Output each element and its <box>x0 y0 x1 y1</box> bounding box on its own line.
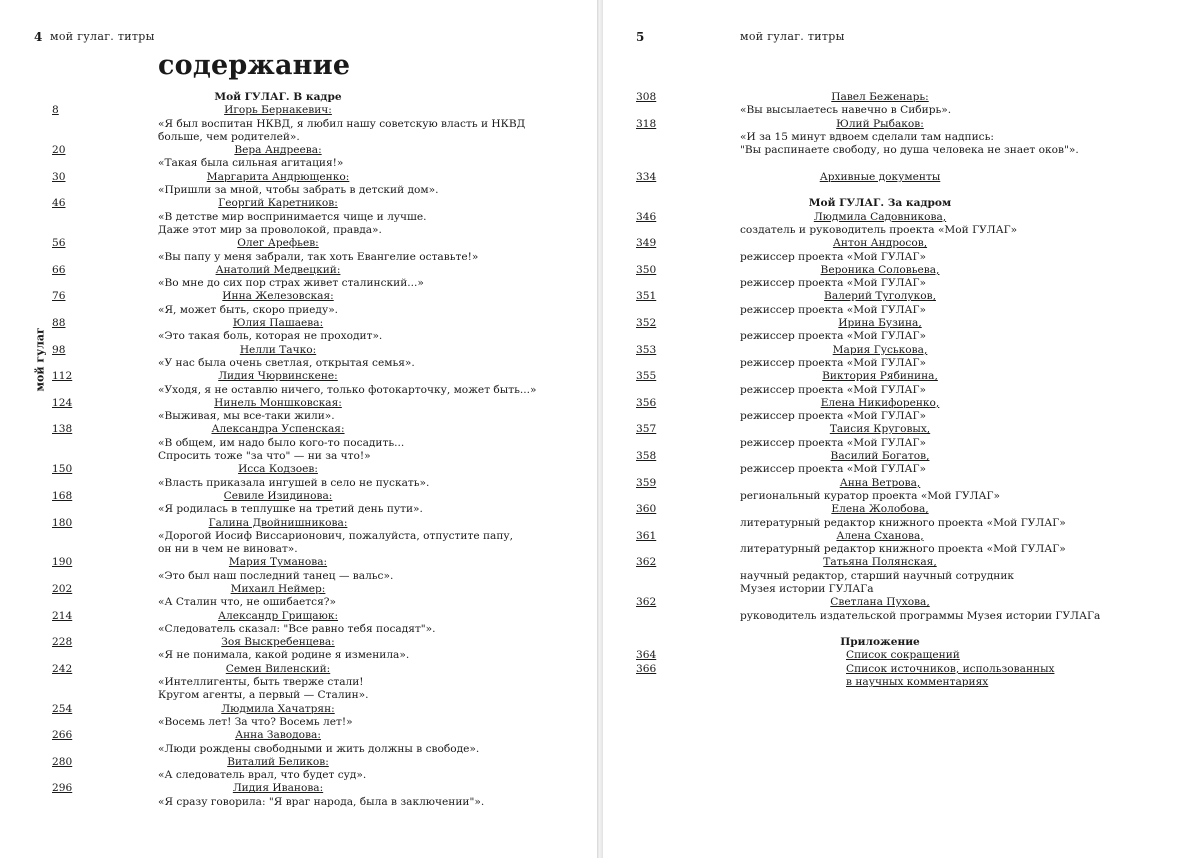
entry-quote: режиссер проекта «Мой ГУЛАГ» <box>740 330 926 343</box>
entry-line <box>603 530 1200 543</box>
toc-entry <box>0 517 597 557</box>
entry-line <box>0 583 597 596</box>
entry-line <box>603 503 1200 516</box>
entry-quote: режиссер проекта «Мой ГУЛАГ» <box>740 463 926 476</box>
entry-quote: Кругом агенты, а первый — Сталин». <box>158 689 369 702</box>
entry-line <box>0 317 597 330</box>
page-link[interactable]: 366 <box>636 662 657 675</box>
entry-line <box>603 583 1200 596</box>
entry-line <box>0 264 597 277</box>
entry-quote: «Следователь сказал: "Все равно тебя посадят"». <box>158 622 436 635</box>
entry-line <box>0 251 597 264</box>
entry-line <box>0 171 597 184</box>
entry-quote: руководитель издательской программы Музея истории ГУЛАГа <box>740 609 1101 622</box>
page-link[interactable]: 364 <box>636 649 657 662</box>
entry-quote: «Я сразу говорила: "Я враг народа, была в заключении"». <box>158 795 485 808</box>
entry-line <box>0 676 597 689</box>
toc-entry <box>0 636 597 663</box>
toc-entry <box>0 237 597 264</box>
page-number: 4 <box>34 30 43 44</box>
page-link[interactable]: 355 <box>636 370 657 383</box>
entry-line <box>603 104 1200 117</box>
person-name[interactable]: Георгий Каретников: <box>218 197 338 210</box>
entry-line <box>0 729 597 742</box>
entry-line <box>0 344 597 357</box>
entry-line <box>603 370 1200 383</box>
entry-quote: «Я был воспитан НКВД, я любил нашу советскую власть и НКВД <box>158 117 526 130</box>
entry-quote: «Я родилась в теплушке на третий день пути». <box>158 503 423 516</box>
page-link[interactable]: 254 <box>52 702 73 715</box>
entry-line <box>603 570 1200 583</box>
entry-quote: литературный редактор книжного проекта «Мой ГУЛАГ» <box>740 543 1066 556</box>
page-link[interactable]: 351 <box>636 290 657 303</box>
person-name[interactable]: Ирина Бузина, <box>838 317 922 330</box>
entry-quote: «В детстве мир воспринимается чище и лучше. <box>158 210 427 223</box>
page-link[interactable]: 46 <box>52 197 66 210</box>
entry-quote: «Я не понимала, какой родине я изменила». <box>158 649 410 662</box>
person-name[interactable]: Светлана Пухова, <box>830 596 930 609</box>
entry-line <box>603 556 1200 569</box>
toc-entry <box>603 264 1200 291</box>
entry-line <box>0 623 597 636</box>
person-name[interactable]: Александра Успенская: <box>211 423 345 436</box>
entry-quote: литературный редактор книжного проекта «Мой ГУЛАГ» <box>740 516 1066 529</box>
left-page <box>0 0 597 858</box>
entry-line <box>603 610 1200 623</box>
entry-quote: Спросить тоже "за что" — ни за что!» <box>158 450 371 463</box>
person-name[interactable]: Анна Ветрова, <box>839 476 921 489</box>
running-head: мой гулаг. титры <box>740 30 845 43</box>
person-name[interactable]: Вера Андреева: <box>234 144 322 157</box>
entry-line <box>603 237 1200 250</box>
entry-line <box>603 357 1200 370</box>
entry-quote: создатель и руководитель проекта «Мой ГУЛАГ» <box>740 223 1018 236</box>
person-name[interactable]: Михаил Неймер: <box>230 582 326 595</box>
toc-list <box>603 91 1200 689</box>
page-link[interactable]: 66 <box>52 263 66 276</box>
person-name[interactable]: Алена Сханова, <box>836 529 924 542</box>
page-title: содержание <box>158 50 351 81</box>
entry-line <box>0 782 597 795</box>
person-name[interactable]: Василий Богатов, <box>830 450 930 463</box>
entry-line <box>0 543 597 556</box>
toc-entry <box>0 144 597 171</box>
entry-line <box>0 477 597 490</box>
running-head: мой гулаг. титры <box>50 30 155 43</box>
toc-entry <box>0 197 597 237</box>
page-link[interactable]: 112 <box>52 370 73 383</box>
toc-entry <box>603 317 1200 344</box>
toc-entry <box>0 463 597 490</box>
person-name[interactable]: Нелли Тачко: <box>239 343 317 356</box>
page-link[interactable]: 359 <box>636 476 657 489</box>
entry-line <box>0 503 597 516</box>
entry-quote: «Выживая, мы все-таки жили». <box>158 410 335 423</box>
page-link[interactable]: 138 <box>52 423 73 436</box>
entry-line <box>603 330 1200 343</box>
entry-quote: «В общем, им надо было кого-то посадить... <box>158 436 405 449</box>
entry-line <box>0 743 597 756</box>
person-name[interactable]: Зоя Выскребенцева: <box>221 636 335 649</box>
page-link[interactable]: 180 <box>52 516 73 529</box>
entry-quote: режиссер проекта «Мой ГУЛАГ» <box>740 303 926 316</box>
appendix-entry <box>603 663 1200 676</box>
entry-quote: "Вы распинаете свободу, но душа человека не знает оков"». <box>740 144 1079 157</box>
entry-quote: «Дорогой Иосиф Виссарионович, пожалуйста, отпустите папу, <box>158 529 513 542</box>
entry-quote: «Во мне до сих пор страх живет сталинский...» <box>158 277 424 290</box>
entry-line <box>603 144 1200 157</box>
entry-line <box>0 530 597 543</box>
person-name[interactable]: Елена Никифоренко, <box>820 396 940 409</box>
entry-quote: «Это был наш последний танец — вальс». <box>158 569 394 582</box>
person-name[interactable]: Галина Двойнишникова: <box>208 516 348 529</box>
person-name[interactable]: Нинель Моншковская: <box>214 396 342 409</box>
entry-line <box>0 703 597 716</box>
entry-quote: режиссер проекта «Мой ГУЛАГ» <box>740 250 926 263</box>
page-link[interactable]: 168 <box>52 489 73 502</box>
person-name[interactable]: Лидия Чюрвинскене: <box>218 370 338 383</box>
entry-quote: «Вы папу у меня забрали, так хоть Евангелие оставьте!» <box>158 250 479 263</box>
entry-quote: «Я, может быть, скоро приеду». <box>158 303 339 316</box>
entry-line <box>603 490 1200 503</box>
person-name[interactable]: Лидия Иванова: <box>232 782 324 795</box>
toc-entry <box>0 104 597 144</box>
toc-entry <box>0 729 597 756</box>
page-link[interactable]: 353 <box>636 343 657 356</box>
entry-line <box>0 211 597 224</box>
entry-quote: режиссер проекта «Мой ГУЛАГ» <box>740 436 926 449</box>
toc-entry <box>0 556 597 583</box>
page-number: 5 <box>636 30 645 44</box>
entry-line <box>0 570 597 583</box>
entry-line <box>0 636 597 649</box>
entry-line <box>603 224 1200 237</box>
page-link[interactable]: 228 <box>52 636 73 649</box>
entry-line <box>0 157 597 170</box>
appendix-entry <box>603 676 1200 689</box>
entry-line <box>0 423 597 436</box>
entry-line <box>603 118 1200 131</box>
entry-quote: «Вы высылаетесь навечно в Сибирь». <box>740 104 952 117</box>
toc-entry <box>603 450 1200 477</box>
entry-line <box>603 477 1200 490</box>
entry-quote: Даже этот мир за проволокой, правда». <box>158 223 382 236</box>
person-name[interactable]: Юлий Рыбаков: <box>836 117 924 130</box>
page-link[interactable]: 352 <box>636 317 657 330</box>
toc-entry <box>603 171 1200 184</box>
entry-line <box>0 304 597 317</box>
person-name[interactable]: Виктория Рябинина, <box>822 370 938 383</box>
page-link[interactable]: 20 <box>52 144 66 157</box>
entry-quote: «А Сталин что, не ошибается?» <box>158 596 336 609</box>
toc-list <box>0 91 597 809</box>
entry-quote: Музея истории ГУЛАГа <box>740 582 874 595</box>
entry-quote: «Люди рождены свободными и жить должны в свободе». <box>158 742 480 755</box>
toc-entry <box>603 423 1200 450</box>
page-link[interactable]: 318 <box>636 117 657 130</box>
person-name[interactable]: Анна Заводова: <box>235 729 321 742</box>
entry-line <box>0 131 597 144</box>
section-title: Мой ГУЛАГ. В кадре <box>214 91 342 103</box>
toc-entry <box>0 397 597 424</box>
person-name[interactable]: Людмила Садовникова, <box>813 210 947 223</box>
page-link[interactable]: 88 <box>52 317 66 330</box>
toc-entry <box>0 264 597 291</box>
entry-line <box>0 556 597 569</box>
entry-line <box>0 596 597 609</box>
right-page <box>603 0 1200 858</box>
entry-line <box>0 118 597 131</box>
page-link[interactable]: 242 <box>52 662 73 675</box>
toc-entry <box>603 91 1200 118</box>
page-link[interactable]: 30 <box>52 170 66 183</box>
page-link[interactable]: 349 <box>636 237 657 250</box>
entry-quote: «Уходя, я не оставлю ничего, только фотокарточку, может быть...» <box>158 383 537 396</box>
entry-quote: он ни в чем не виноват». <box>158 543 298 556</box>
toc-entry <box>603 211 1200 238</box>
entry-line <box>603 397 1200 410</box>
entry-line <box>603 437 1200 450</box>
person-name[interactable]: Татьяна Полянская, <box>823 556 937 569</box>
page-link[interactable]: 357 <box>636 423 657 436</box>
toc-entry <box>603 290 1200 317</box>
page-link[interactable]: 356 <box>636 396 657 409</box>
toc-entry <box>0 171 597 198</box>
toc-entry <box>603 370 1200 397</box>
entry-line <box>603 517 1200 530</box>
entry-quote: «Интеллигенты, быть тверже стали! <box>158 676 364 689</box>
entry-line <box>603 131 1200 144</box>
entry-line <box>0 769 597 782</box>
entry-line <box>0 716 597 729</box>
entry-line <box>0 104 597 117</box>
toc-entry <box>0 344 597 371</box>
toc-entry <box>0 370 597 397</box>
entry-quote: «У нас была очень светлая, открытая семья». <box>158 356 415 369</box>
toc-entry <box>603 503 1200 530</box>
entry-quote: больше, чем родителей». <box>158 130 300 143</box>
toc-entry <box>603 596 1200 623</box>
entry-line <box>0 290 597 303</box>
page-link[interactable]: 8 <box>52 104 59 117</box>
entry-quote: «А следователь врал, что будет суд». <box>158 769 367 782</box>
person-name[interactable]: Мария Туманова: <box>228 556 328 569</box>
entry-line <box>0 437 597 450</box>
entry-line <box>0 689 597 702</box>
page-link[interactable]: 124 <box>52 396 73 409</box>
archive-link[interactable]: Архивные документы <box>819 170 941 183</box>
entry-quote: «Власть приказала ингушей в село не пускать». <box>158 476 430 489</box>
appendix-entry <box>603 649 1200 662</box>
page-link[interactable]: 266 <box>52 729 73 742</box>
entry-line <box>0 796 597 809</box>
entry-line <box>0 410 597 423</box>
person-name[interactable]: Игорь Бернакевич: <box>224 104 332 117</box>
entry-quote: научный редактор, старший научный сотрудник <box>740 569 1015 582</box>
page-link[interactable]: 150 <box>52 463 73 476</box>
person-name[interactable]: Инна Железовская: <box>222 290 334 303</box>
entry-line <box>0 370 597 383</box>
person-name[interactable]: Олег Арефьев: <box>237 237 319 250</box>
person-name[interactable]: Павел Беженарь: <box>831 91 929 103</box>
entry-quote: «Это такая боль, которая не проходит». <box>158 330 383 343</box>
appendix-link[interactable]: Список сокращений <box>846 649 960 662</box>
entry-line <box>0 450 597 463</box>
toc-entry <box>603 397 1200 424</box>
toc-entry <box>603 118 1200 158</box>
toc-entry <box>0 423 597 463</box>
spine-label: мой гулаг <box>33 327 47 392</box>
entry-line <box>0 277 597 290</box>
person-name[interactable]: Таисия Круговых, <box>829 423 931 436</box>
entry-quote: режиссер проекта «Мой ГУЛАГ» <box>740 277 926 290</box>
entry-quote: «Восемь лет! За что? Восемь лет!» <box>158 715 353 728</box>
entry-line <box>603 543 1200 556</box>
appendix-link[interactable]: в научных комментариях <box>846 676 989 689</box>
entry-quote: «Такая была сильная агитация!» <box>158 157 344 170</box>
page-link[interactable]: 56 <box>52 237 66 250</box>
page-link[interactable]: 190 <box>52 556 73 569</box>
page-link[interactable]: 202 <box>52 582 73 595</box>
entry-line <box>0 384 597 397</box>
entry-quote: режиссер проекта «Мой ГУЛАГ» <box>740 356 926 369</box>
entry-line <box>603 264 1200 277</box>
toc-entry <box>0 583 597 610</box>
entry-line <box>0 397 597 410</box>
entry-line <box>0 357 597 370</box>
page-link[interactable]: 360 <box>636 503 657 516</box>
entry-line <box>0 663 597 676</box>
entry-quote: региональный куратор проекта «Мой ГУЛАГ» <box>740 489 1000 502</box>
toc-entry <box>0 756 597 783</box>
person-name[interactable]: Виталий Беликов: <box>227 755 329 768</box>
toc-entry <box>0 290 597 317</box>
entry-line <box>603 450 1200 463</box>
entry-line <box>0 610 597 623</box>
entry-line <box>603 344 1200 357</box>
page-link[interactable]: 362 <box>636 596 657 609</box>
page-link[interactable]: 296 <box>52 782 73 795</box>
entry-line <box>0 144 597 157</box>
entry-line <box>603 277 1200 290</box>
entry-quote: «Пришли за мной, чтобы забрать в детский дом». <box>158 184 439 197</box>
entry-line <box>0 224 597 237</box>
spacer <box>603 157 1200 170</box>
entry-line <box>0 756 597 769</box>
entry-line <box>603 384 1200 397</box>
appendix-title: Приложение <box>840 636 920 649</box>
entry-line <box>0 184 597 197</box>
entry-line <box>0 330 597 343</box>
person-name[interactable]: Александр Грищаюк: <box>217 609 339 622</box>
toc-entry <box>0 663 597 703</box>
person-name[interactable]: Елена Жолобова, <box>831 503 929 516</box>
spacer <box>603 623 1200 636</box>
appendix-link[interactable]: Список источников, использованных <box>846 662 1055 675</box>
entry-quote: режиссер проекта «Мой ГУЛАГ» <box>740 383 926 396</box>
toc-entry <box>0 782 597 809</box>
page-link[interactable]: 76 <box>52 290 66 303</box>
toc-entry <box>603 556 1200 596</box>
entry-line <box>603 317 1200 330</box>
entry-line <box>603 211 1200 224</box>
toc-entry <box>0 490 597 517</box>
entry-quote: режиссер проекта «Мой ГУЛАГ» <box>740 410 926 423</box>
page-link[interactable]: 308 <box>636 91 657 103</box>
person-name[interactable]: Антон Андросов, <box>832 237 928 250</box>
entry-line <box>603 410 1200 423</box>
entry-line <box>0 237 597 250</box>
entry-quote: «И за 15 минут вдвоем сделали там надпись: <box>740 130 994 143</box>
person-name[interactable]: Семен Виленский: <box>225 662 331 675</box>
entry-line <box>0 649 597 662</box>
entry-line <box>0 463 597 476</box>
toc-entry <box>603 237 1200 264</box>
person-name[interactable]: Маргарита Андрющенко: <box>206 170 350 183</box>
person-name[interactable]: Анатолий Медвецкий: <box>215 263 341 276</box>
toc-entry <box>0 703 597 730</box>
toc-entry <box>603 477 1200 504</box>
entry-line <box>603 596 1200 609</box>
toc-entry <box>603 344 1200 371</box>
page-link[interactable]: 358 <box>636 450 657 463</box>
toc-entry <box>603 530 1200 557</box>
entry-line <box>0 197 597 210</box>
entry-line <box>0 490 597 503</box>
person-name[interactable]: Валерий Туголуков, <box>824 290 936 303</box>
entry-line <box>603 423 1200 436</box>
person-name[interactable]: Юлия Пашаева: <box>232 317 324 330</box>
entry-line <box>603 290 1200 303</box>
person-name[interactable]: Мария Гуськова, <box>832 343 928 356</box>
entry-line <box>603 251 1200 264</box>
page-link[interactable]: 346 <box>636 210 657 223</box>
toc-entry <box>0 610 597 637</box>
page-link[interactable]: 98 <box>52 343 66 356</box>
section-title: Мой ГУЛАГ. За кадром <box>808 197 952 210</box>
page-link[interactable]: 280 <box>52 755 73 768</box>
toc-entry <box>0 317 597 344</box>
page-link[interactable]: 214 <box>52 609 73 622</box>
entry-line <box>603 463 1200 476</box>
entry-line <box>603 304 1200 317</box>
page-link[interactable]: 350 <box>636 263 657 276</box>
page-link[interactable]: 362 <box>636 556 657 569</box>
person-name[interactable]: Людмила Хачатрян: <box>221 702 335 715</box>
spacer <box>603 184 1200 197</box>
page-link[interactable]: 361 <box>636 529 657 542</box>
person-name[interactable]: Севиле Изидинова: <box>223 489 333 502</box>
entry-line <box>0 517 597 530</box>
page-link[interactable]: 334 <box>636 170 657 183</box>
entry-line <box>603 91 1200 104</box>
person-name[interactable]: Вероника Соловьева, <box>820 263 940 276</box>
person-name[interactable]: Исса Кодзоев: <box>238 463 318 476</box>
